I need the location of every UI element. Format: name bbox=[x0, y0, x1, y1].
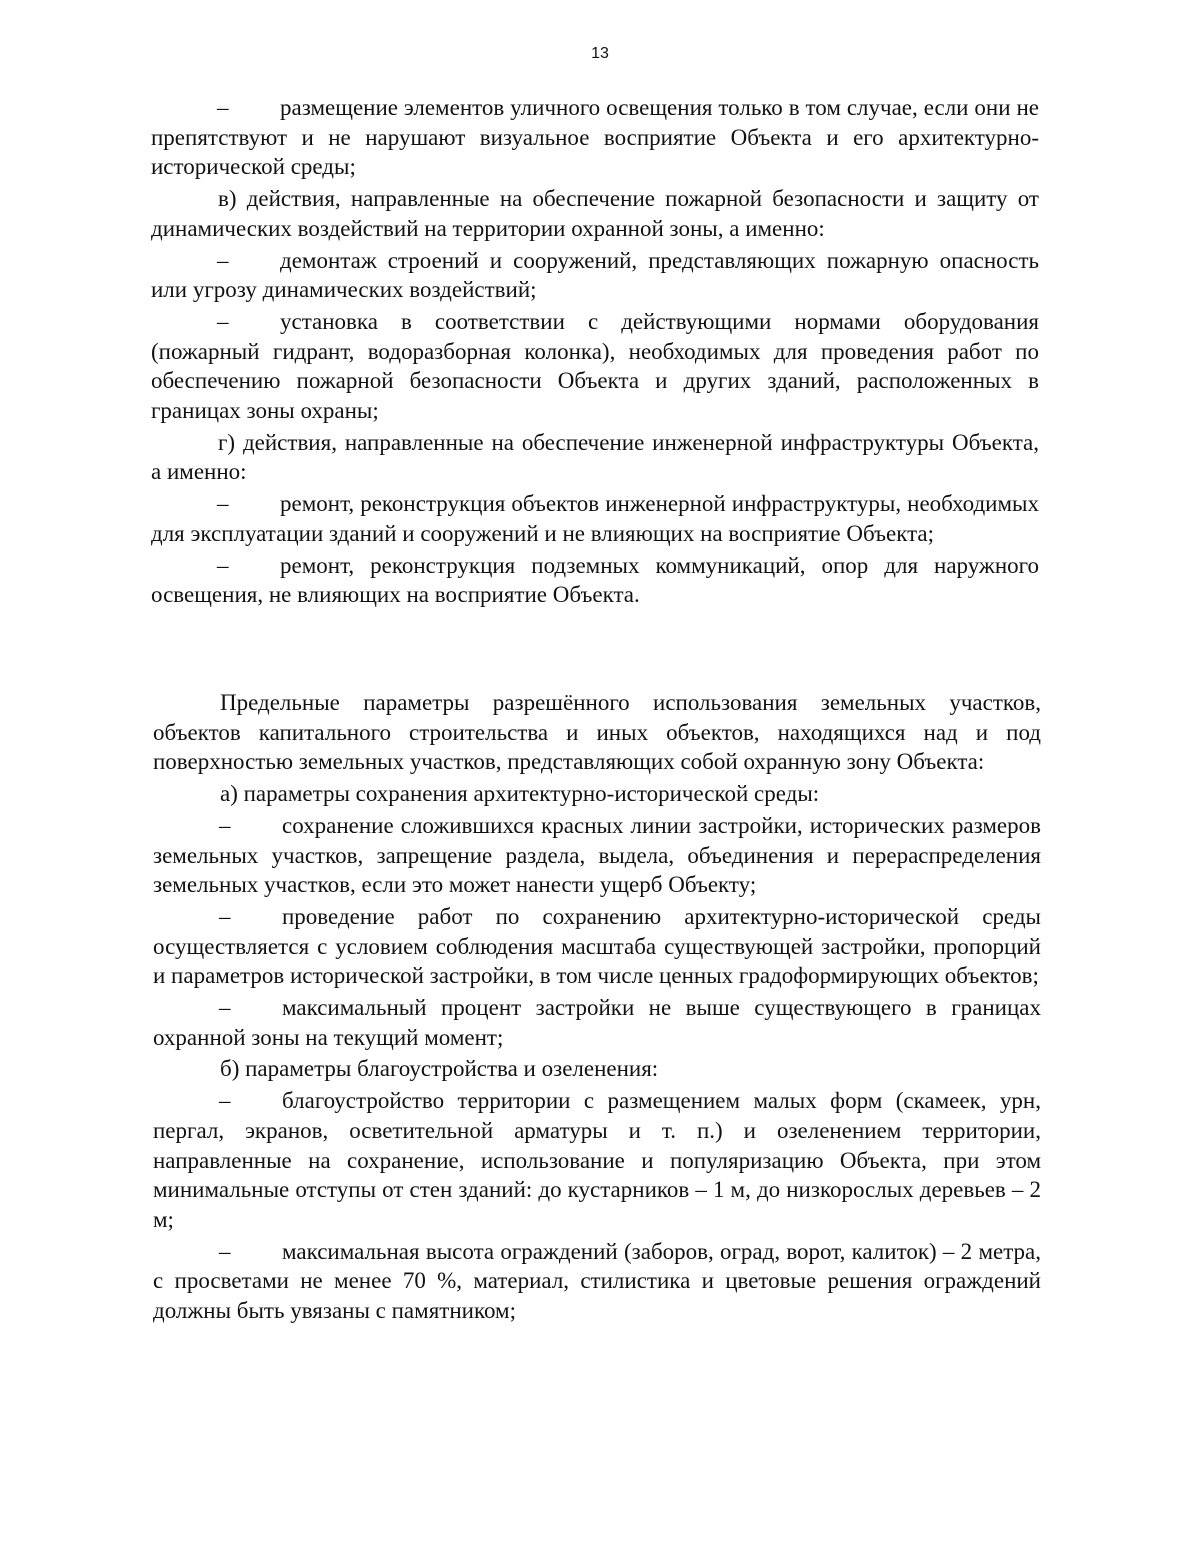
list-dash-marker: – bbox=[219, 1238, 231, 1264]
list-dash-marker: – bbox=[217, 491, 229, 517]
dash-list-item bbox=[153, 1237, 1041, 1326]
dash-list-item bbox=[151, 246, 1039, 305]
list-item-text: проведение работ по сохранению архитектурно-исторической среды осуществляется с условием соблюдения масштаба существующей застройки, пропорций и параметров исторической застройки, в том числе ценных градоформирующих объектов; bbox=[153, 903, 1041, 989]
list-item-text: благоустройство территории с размещением малых форм (скамеек, урн, пергал, экранов, осветительной арматуры и т. п.) и озеленением территории, направленные на сохранение, использование и популяризацию Объекта, при этом минимальные отступы от стен зданий: до кустарников – 1 м, до низкорослых деревьев – 2 м; bbox=[153, 1088, 1041, 1232]
dash-list-item bbox=[151, 489, 1039, 548]
list-item-text: установка в соответствии с действующими нормами оборудования (пожарный гидрант, водоразборная колонка), необходимых для проведения работ по обеспечению пожарной безопасности Объекта и других зданий, расположенных в границах зоны охраны; bbox=[151, 308, 1039, 424]
list-dash-marker: – bbox=[219, 903, 231, 929]
dash-list-item bbox=[151, 93, 1039, 182]
list-dash-marker: – bbox=[217, 552, 229, 578]
paragraph: б) параметры благоустройства и озеленения: bbox=[220, 1056, 659, 1082]
dash-list-item bbox=[151, 307, 1039, 426]
list-item-text: размещение элементов уличного освещения только в том случае, если они не препятствуют и не нарушают визуальное восприятие Объекта и его архитектурно-исторической среды; bbox=[151, 95, 1039, 180]
list-dash-marker: – bbox=[217, 247, 229, 273]
list-dash-marker: – bbox=[219, 995, 231, 1021]
list-item-text: демонтаж строений и сооружений, представляющих пожарную опасность или угрозу динамических воздействий; bbox=[151, 247, 1039, 303]
list-item-text: сохранение сложившихся красных линии застройки, исторических размеров земельных участков, запрещение раздела, выдела, объединения и перераспределения земельных участков, если это может нанести ущерб Объекту; bbox=[153, 812, 1041, 898]
paragraph: а) параметры сохранения архитектурно-исторической среды: bbox=[220, 781, 820, 807]
list-dash-marker: – bbox=[219, 812, 231, 838]
paragraph: г) действия, направленные на обеспечение инженерной инфраструктуры Объекта, а именно: bbox=[151, 429, 1039, 485]
list-dash-marker: – bbox=[219, 1088, 231, 1114]
paragraph-block-2 bbox=[153, 688, 1041, 1328]
dash-list-item bbox=[151, 551, 1039, 610]
page-number: 13 bbox=[591, 45, 609, 62]
list-item-text: ремонт, реконструкция подземных коммуникаций, опор для наружного освещения, не влияющих на восприятие Объекта. bbox=[151, 552, 1039, 608]
list-item-text: ремонт, реконструкция объектов инженерной инфраструктуры, необходимых для эксплуатации зданий и сооружений и не влияющих на восприятие Объекта; bbox=[151, 491, 1039, 546]
paragraph-block-1 bbox=[151, 93, 1039, 612]
list-item-text: максимальный процент застройки не выше существующего в границах охранной зоны на текущий момент; bbox=[153, 995, 1041, 1050]
dash-list-item bbox=[153, 902, 1041, 991]
paragraph: в) действия, направленные на обеспечение пожарной безопасности и защиту от динамических воздействий на территории охранной зоны, а именно: bbox=[151, 186, 1039, 241]
list-dash-marker: – bbox=[217, 308, 229, 334]
paragraph: Предельные параметры разрешённого использования земельных участков, объектов капитального строительства и иных объектов, находящихся над и под поверхностью земельных участков, представляющих собой охранную зону Объекта: bbox=[153, 690, 1041, 775]
list-dash-marker: – bbox=[217, 95, 229, 120]
dash-list-item bbox=[153, 993, 1041, 1052]
dash-list-item bbox=[153, 1086, 1041, 1235]
list-item-text: максимальная высота ограждений (заборов, оград, ворот, калиток) – 2 метра, с просветами не менее 70 %, материал, стилистика и цветовые решения ограждений должны быть увязаны с памятником; bbox=[153, 1238, 1041, 1324]
dash-list-item bbox=[153, 811, 1041, 900]
